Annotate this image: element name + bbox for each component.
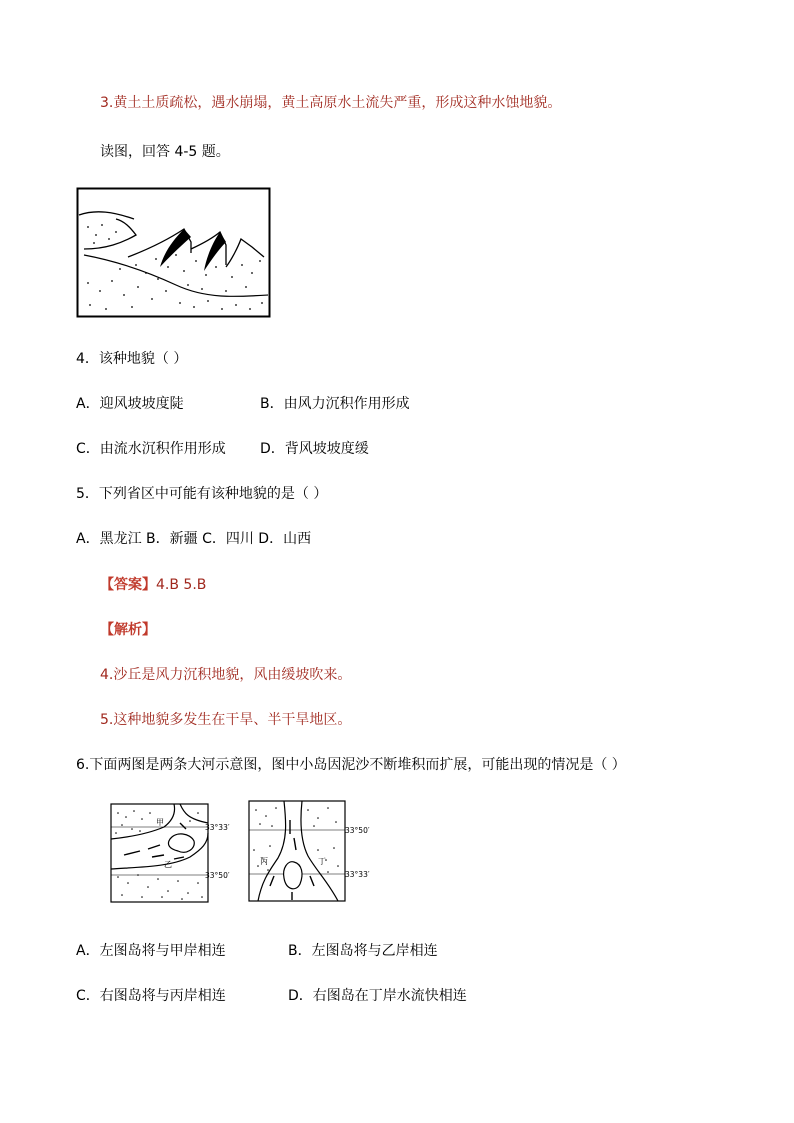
q6-stem: 6.下面两图是两条大河示意图，图中小岛因泥沙不断堆积而扩展，可能出现的情况是（ ） bbox=[76, 757, 626, 773]
q6-option-c: C．右图岛将与丙岸相连 bbox=[76, 988, 226, 1004]
analysis-line-1: 4.沙丘是风力沉积地貌，风由缓坡吹来。 bbox=[100, 667, 352, 683]
sand-dune-figure bbox=[76, 187, 272, 319]
analysis-tag: 【解析】 bbox=[100, 622, 156, 638]
q6-option-d: D．右图岛在丁岸水流快相连 bbox=[288, 988, 467, 1004]
q6-option-a: A．左图岛将与甲岸相连 bbox=[76, 943, 226, 959]
q5-stem: 5．下列省区中可能有该种地貌的是（ ） bbox=[76, 486, 328, 502]
q4-option-c: C．由流水沉积作用形成 bbox=[76, 441, 226, 457]
right-river-map bbox=[248, 800, 378, 902]
analysis-line bbox=[100, 621, 156, 639]
q4-option-d: D．背风坡坡度缓 bbox=[260, 441, 369, 457]
left-lat-bottom: 33°50′ bbox=[205, 871, 230, 880]
q6-option-b: B．左图岛将与乙岸相连 bbox=[288, 943, 438, 959]
q4-option-a: A．迎风坡坡度陡 bbox=[76, 396, 184, 412]
q5-options: A．黑龙江 B．新疆 C．四川 D．山西 bbox=[76, 531, 312, 547]
answer-line bbox=[100, 576, 206, 594]
left-river-map bbox=[110, 803, 238, 903]
label-ding: 丁 bbox=[318, 857, 326, 866]
label-bing: 丙 bbox=[260, 857, 268, 866]
answer-text: 4.B 5.B bbox=[156, 577, 207, 593]
q4-stem: 4．该种地貌（ ） bbox=[76, 351, 188, 367]
read-figure-instruction: 读图，回答 4-5 题。 bbox=[100, 144, 230, 160]
q4-option-b: B．由风力沉积作用形成 bbox=[260, 396, 410, 412]
left-lat-top: 33°33′ bbox=[205, 823, 230, 832]
label-yi: 乙 bbox=[164, 860, 172, 869]
answer-tag: 【答案】 bbox=[100, 577, 156, 593]
right-lat-bottom: 33°33′ bbox=[345, 870, 370, 879]
right-lat-top: 33°50′ bbox=[345, 826, 370, 835]
label-jia: 甲 bbox=[156, 818, 164, 827]
q3-explanation: 3.黄土土质疏松，遇水崩塌，黄土高原水土流失严重，形成这种水蚀地貌。 bbox=[100, 95, 562, 111]
analysis-line-2: 5.这种地貌多发生在干旱、半干旱地区。 bbox=[100, 712, 352, 728]
